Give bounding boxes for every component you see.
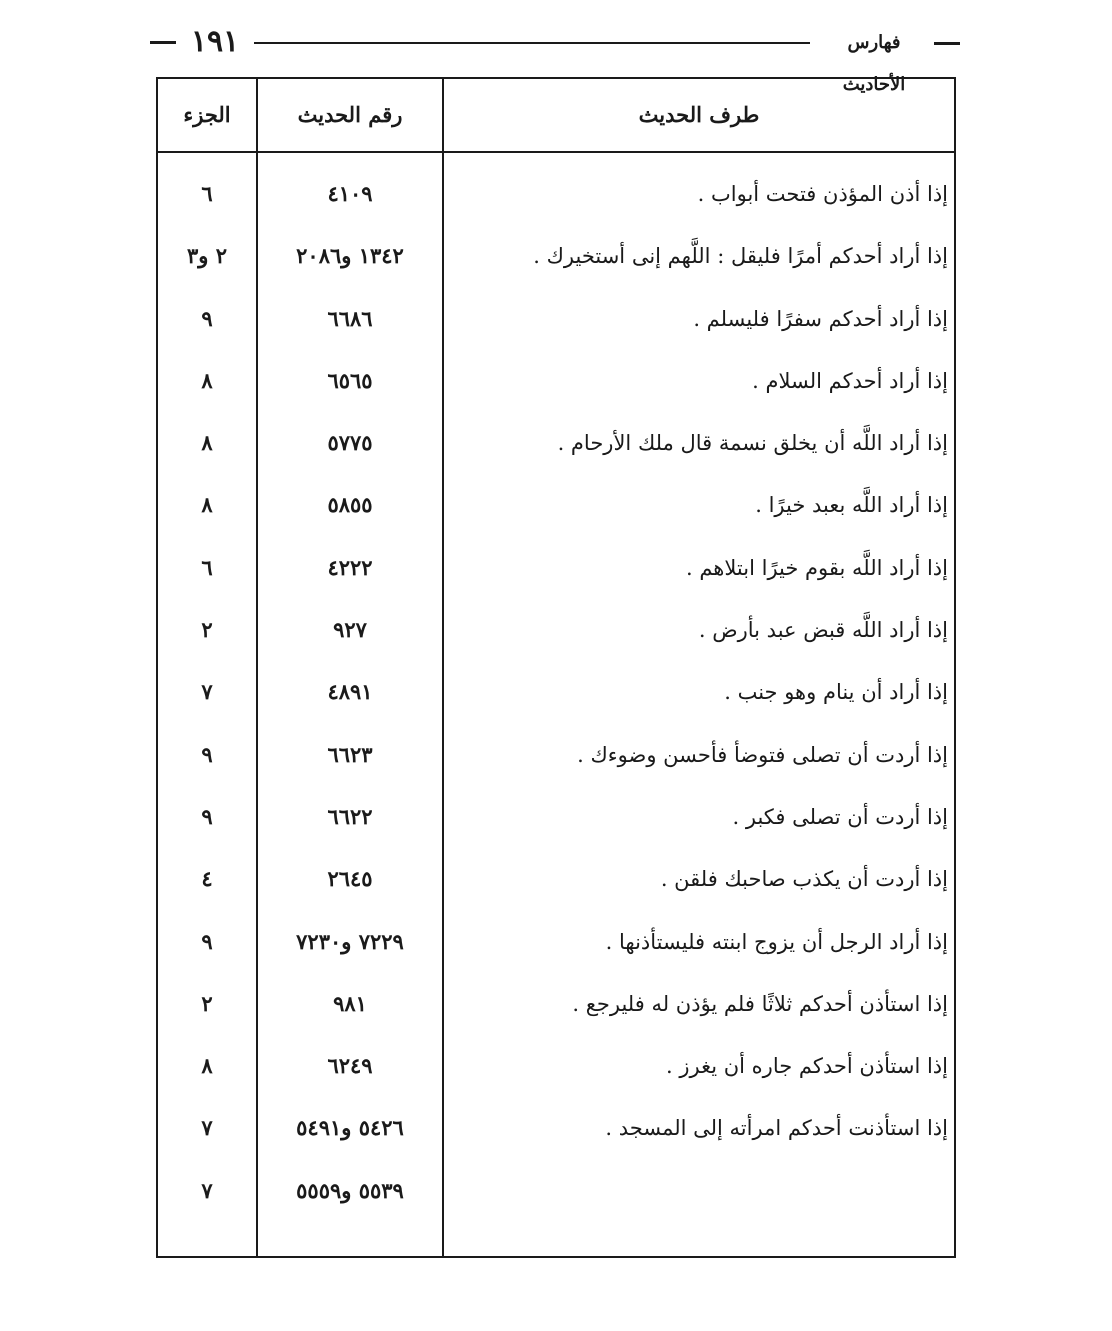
hadith-number: ٢٦٤٥ — [327, 866, 373, 892]
hadith-volume: ٦ — [201, 181, 213, 206]
table-row — [158, 1168, 954, 1230]
table-row — [158, 420, 954, 482]
hadith-number: ٤٢٢٢ — [327, 554, 373, 580]
column-header-part: طرف الحديث — [638, 102, 760, 127]
hadith-volume: ٢ — [201, 990, 213, 1016]
header-dash-right — [934, 42, 960, 45]
hadith-part: إذا أراد أحدكم أمرًا فليقل : اللَّهم إنى أستخيرك . — [533, 244, 948, 269]
hadith-volume: ٧ — [201, 1177, 213, 1203]
hadith-number: ٩٢٧ — [333, 617, 367, 643]
hadith-part: إذا أراد الرجل أن يزوج ابنته فليستأذنها . — [605, 929, 948, 954]
hadith-number: ٥٨٥٥ — [327, 492, 373, 518]
page-number: ١٩١ — [190, 24, 240, 59]
hadith-volume: ٦ — [201, 554, 213, 580]
table-row — [158, 482, 954, 544]
hadith-part: إذا أراد اللَّه بعبد خيرًا . — [755, 493, 948, 518]
header-rule — [254, 42, 810, 44]
hadith-number: ٦٥٦٥ — [327, 367, 373, 393]
table-row — [158, 794, 954, 856]
table-row — [158, 358, 954, 420]
hadith-number: ٦٦٢٢ — [327, 803, 373, 829]
hadith-number: ٤١٠٩ — [327, 181, 373, 206]
hadith-part: إذا استأذن أحدكم ثلاثًا فلم يؤذن له فليرجع . — [572, 991, 948, 1016]
hadith-part: إذا أراد اللَّه بقوم خيرًا ابتلاهم . — [685, 555, 948, 580]
header-row-divider — [158, 151, 954, 153]
table-row — [158, 1043, 954, 1105]
hadith-number: ٦٦٨٦ — [327, 305, 373, 331]
hadith-part: إذا أراد أحدكم سفرًا فليسلم . — [693, 306, 948, 331]
hadith-number: ١٣٤٢ و٢٠٨٦ — [296, 243, 404, 269]
hadith-part: إذا أراد أن ينام وهو جنب . — [724, 680, 948, 705]
hadith-volume: ٨ — [201, 1053, 213, 1079]
table-row — [158, 669, 954, 731]
hadith-number: ٥٧٧٥ — [327, 430, 373, 456]
table-row — [158, 296, 954, 358]
table-row — [158, 607, 954, 669]
table-row — [158, 1105, 954, 1167]
table-rows — [158, 171, 954, 1230]
hadith-volume: ٩ — [201, 803, 213, 829]
hadith-number: ٥٥٣٩ و٥٥٥٩ — [296, 1177, 404, 1203]
table-row — [158, 919, 954, 981]
hadith-volume: ٩ — [201, 305, 213, 331]
hadith-part: إذا أراد أحدكم السلام . — [752, 368, 948, 393]
hadith-volume: ٨ — [201, 492, 213, 518]
table-row — [158, 545, 954, 607]
column-header-volume: الجزء — [183, 102, 231, 127]
table-row — [158, 171, 954, 233]
header-dash-left — [150, 41, 176, 44]
hadith-number: ٦٢٤٩ — [327, 1053, 373, 1079]
hadith-part: إذا أردت أن يكذب صاحبك فلقن . — [660, 867, 948, 892]
column-header-number: رقم الحديث — [297, 102, 403, 127]
running-title: فهارس الأحاديث — [842, 32, 906, 95]
table-row — [158, 732, 954, 794]
table-row — [158, 233, 954, 295]
hadith-volume: ٢ و٣ — [186, 243, 227, 269]
hadith-part: إذا أراد اللَّه قبض عبد بأرض . — [698, 618, 948, 643]
table-row — [158, 856, 954, 918]
hadith-number: ٦٦٢٣ — [327, 741, 373, 767]
hadith-volume: ٢ — [201, 617, 213, 643]
hadith-volume: ٧ — [201, 679, 213, 705]
hadith-volume: ٨ — [201, 367, 213, 393]
hadith-part: إذا استأذنت أحدكم امرأته إلى المسجد . — [605, 1116, 948, 1141]
hadith-number: ٥٤٢٦ و٥٤٩١ — [296, 1115, 404, 1141]
hadith-part: إذا أردت أن تصلى فتوضأ فأحسن وضوءك . — [577, 742, 948, 767]
hadith-part: إذا أراد اللَّه أن يخلق نسمة قال ملك الأرحام . — [557, 431, 948, 456]
hadith-part: إذا أذن المؤذن فتحت أبواب . — [697, 182, 948, 206]
hadith-volume: ٩ — [201, 741, 213, 767]
hadith-index-table — [156, 77, 956, 1258]
hadith-number: ٩٨١ — [333, 990, 367, 1016]
hadith-part: إذا استأذن أحدكم جاره أن يغرز . — [666, 1054, 948, 1079]
page-header — [150, 22, 960, 95]
hadith-volume: ٤ — [201, 866, 213, 892]
hadith-part: إذا أردت أن تصلى فكبر . — [732, 804, 948, 829]
hadith-number: ٤٨٩١ — [327, 679, 373, 705]
hadith-number: ٧٢٢٩ و٧٢٣٠ — [296, 928, 404, 954]
hadith-volume: ٨ — [201, 430, 213, 456]
hadith-volume: ٩ — [201, 928, 213, 954]
hadith-part — [448, 1168, 948, 1230]
hadith-volume: ٧ — [201, 1115, 213, 1141]
table-row — [158, 981, 954, 1043]
